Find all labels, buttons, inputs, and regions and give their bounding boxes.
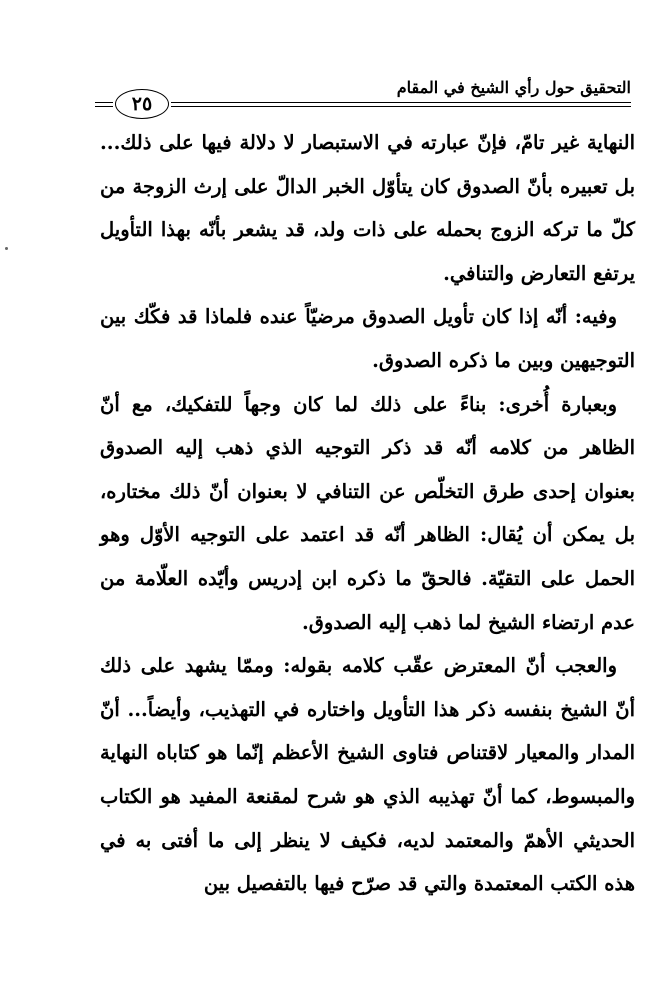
- body-text: [100, 121, 635, 906]
- header-rule-left-upper: [95, 102, 113, 103]
- page-number: ٢٥: [115, 89, 169, 119]
- paragraph: والعجب أنّ المعترض عقّب كلامه بقوله: وممّا يشهد على ذلك أنّ الشيخ بنفسه ذكر هذا التأويل واختاره في التهذيب، وأيضاً... أنّ المدار والمعيار لاقتناص فتاوى الشيخ الأعظم إنّما هو كتاباه النهاية والمبسوط، كما أنّ تهذيبه الذي هو شرح لمقنعة المفيد هو الكتاب الحديثي الأهمّ والمعتمد لديه، فكيف لا ينظر إلى ما أفتى به في هذه الكتب المعتمدة والتي قد صرّح فيها بالتفصيل بين: [100, 654, 635, 896]
- header-rule-upper: [171, 102, 631, 103]
- running-title: التحقيق حول رأي الشيخ في المقام: [396, 78, 631, 97]
- header-rule-lower: [171, 106, 631, 107]
- margin-speck: [5, 247, 8, 250]
- header-rule-left-lower: [95, 106, 113, 107]
- paragraph: وبعبارة أُخرى: بناءً على ذلك لما كان وجهاً للتفكيك، مع أنّ الظاهر من كلامه أنّه قد ذكر التوجيه الذي ذهب إليه الصدوق بعنوان إحدى طرق التخلّص عن التنافي لا بعنوان أنّ ذلك مختاره، بل يمكن أن يُقال: الظاهر أنّه قد اعتمد على التوجيه الأوّل وهو الحمل على التقيّة. فالحقّ ما ذكره ابن إدريس وأيّده العلّامة من عدم ارتضاء الشيخ لما ذهب إليه الصدوق.: [100, 392, 635, 634]
- page-header: [95, 78, 631, 114]
- paragraph: النهاية غير تامّ، فإنّ عبارته في الاستبصار لا دلالة فيها على ذلك... بل تعبيره بأنّ الصدوق كان يتأوّل الخبر الدالّ على إرث الزوجة من كلّ ما تركه الزوج بحمله على ذات ولد، قد يشعر بأنّه بهذا التأويل يرتفع التعارض والتنافي.: [100, 131, 635, 285]
- paragraph: وفيه: أنّه إذا كان تأويل الصدوق مرضيّاً عنده فلماذا قد فكّك بين التوجيهين وبين ما ذكره الصدوق.: [100, 305, 635, 372]
